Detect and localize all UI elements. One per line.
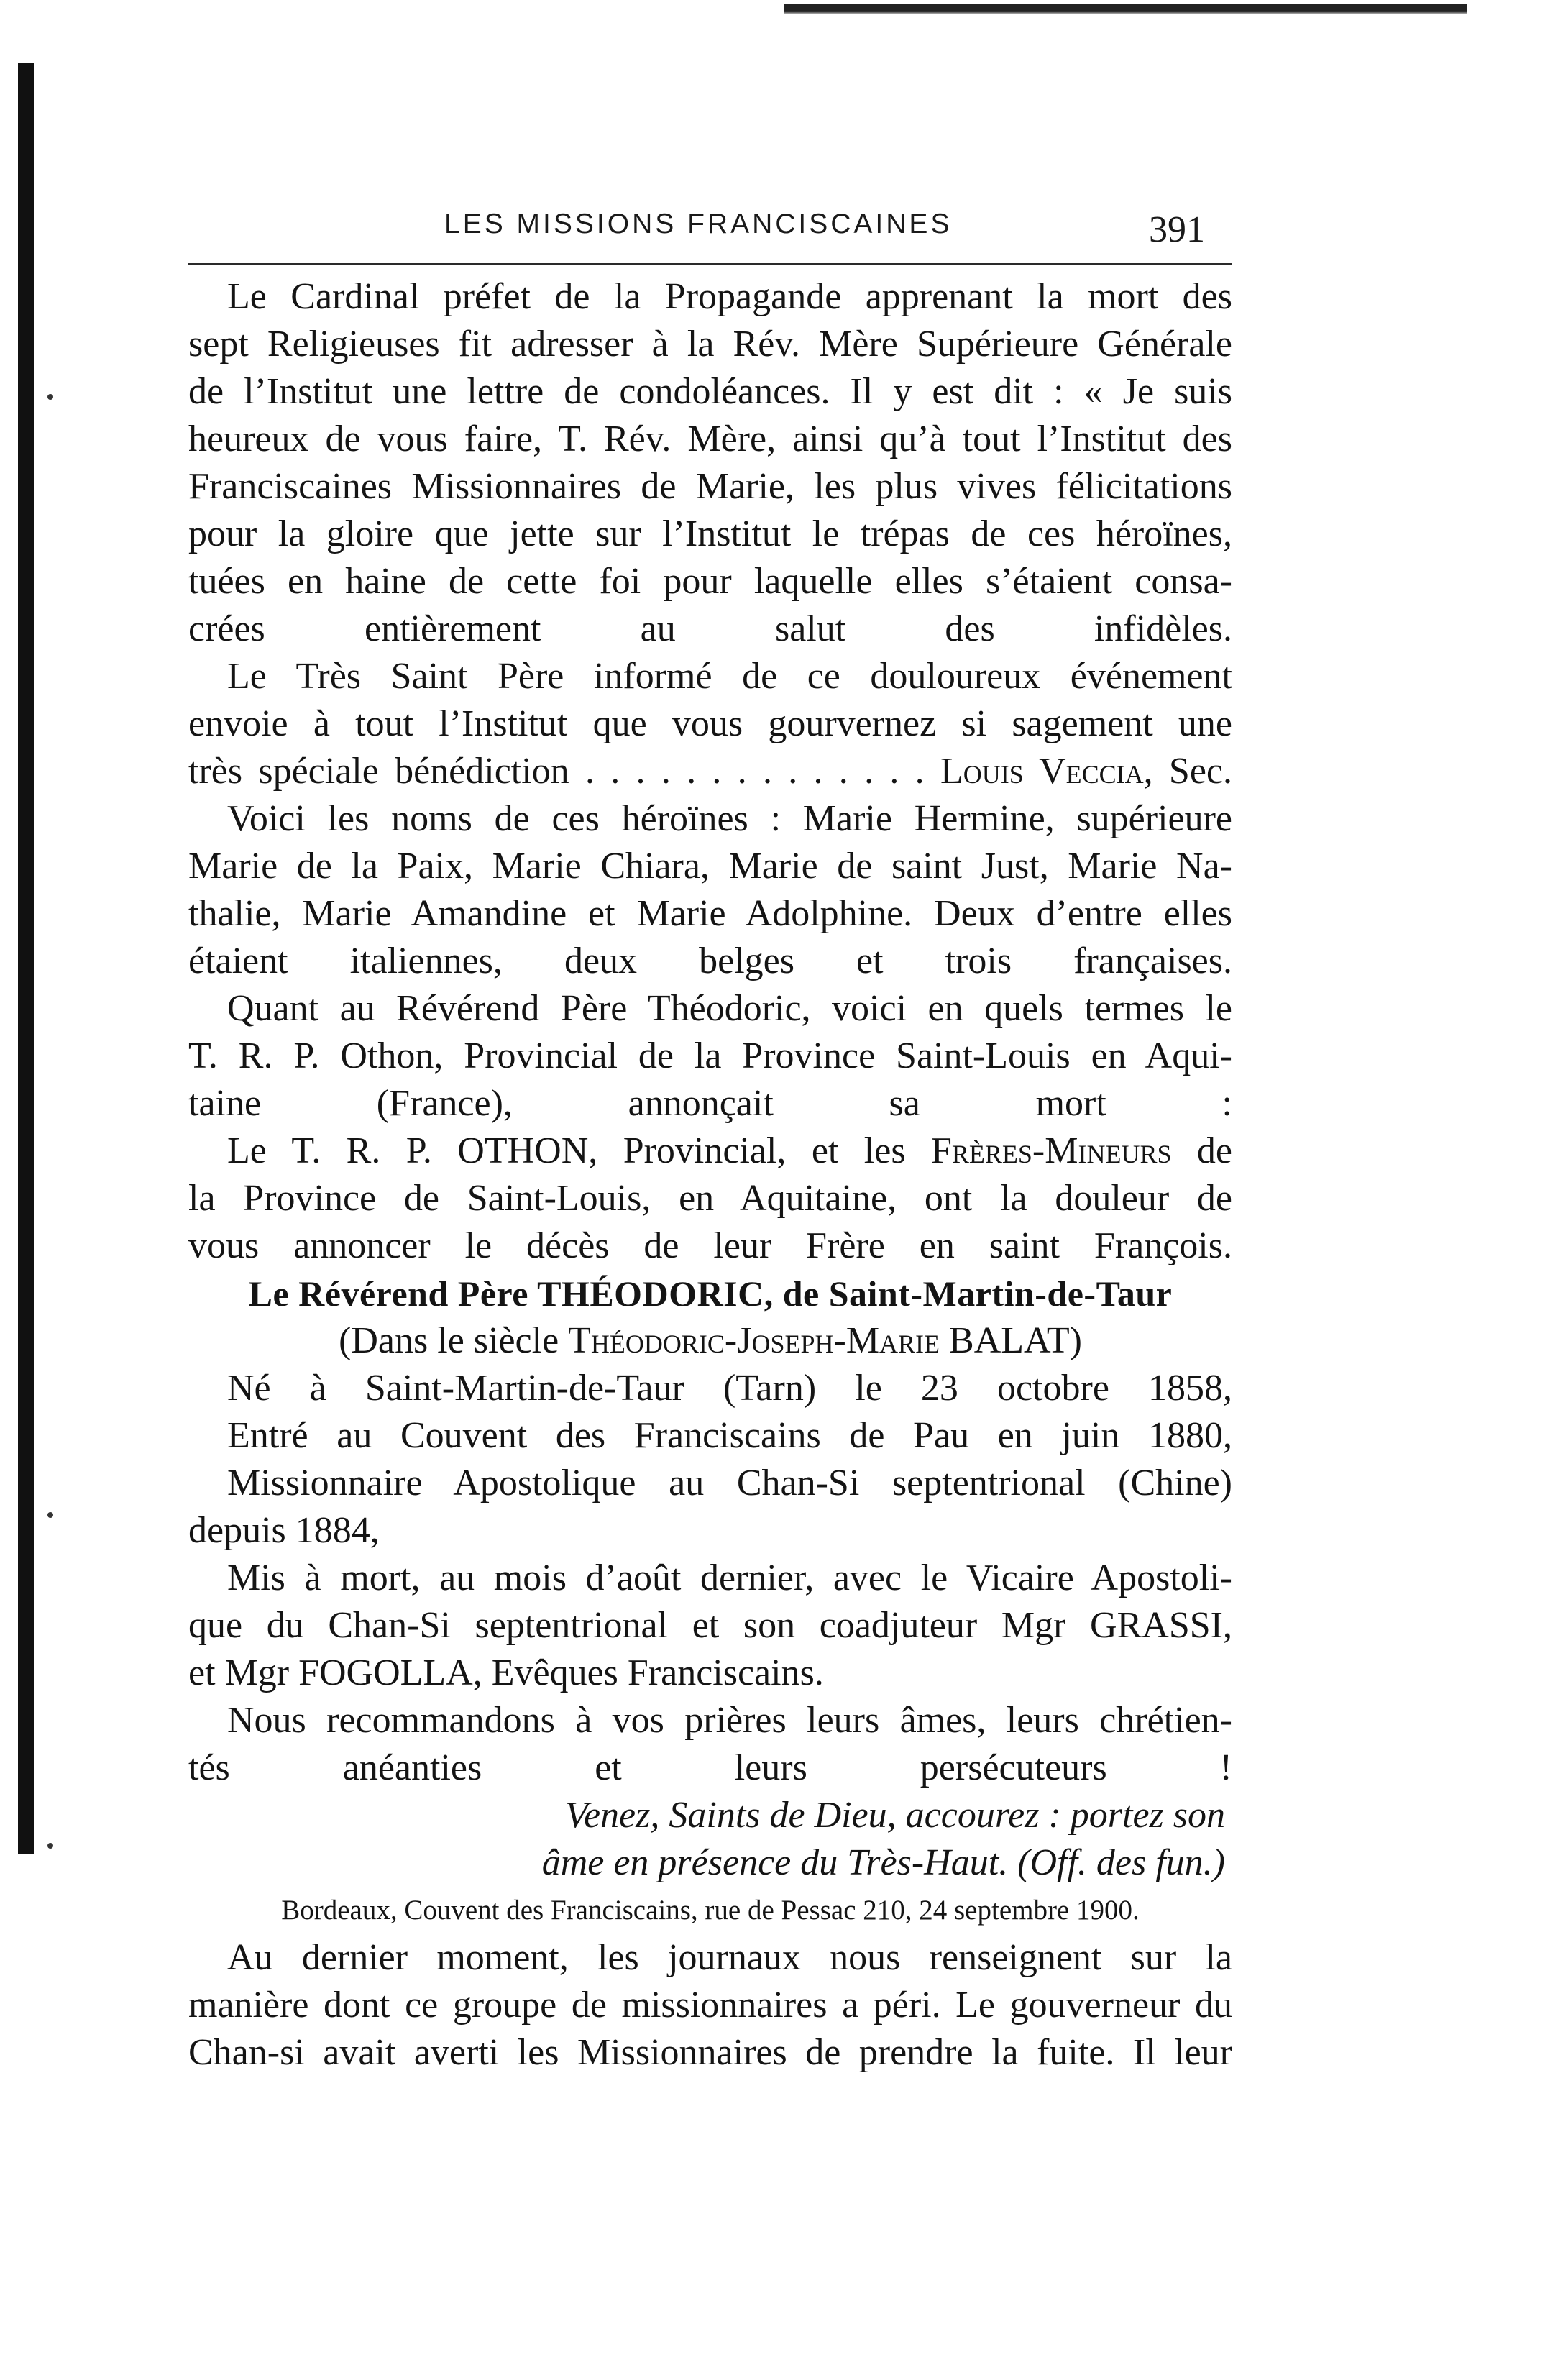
line-suffix: de	[1171, 1130, 1232, 1171]
paragraph-last-moment	[188, 1934, 1232, 2077]
line: Venez, Saints de Dieu, accourez : portez son	[564, 1795, 1225, 1836]
line: âme en présence du Très-Haut. (Off. des fun.)	[541, 1842, 1225, 1883]
secular-name: Théodoric-Joseph-Marie	[568, 1320, 940, 1361]
running-title: LES MISSIONS FRANCISCAINES	[444, 209, 953, 239]
line-prefix: Le T. R. P. OTHON, Provincial, et les	[227, 1130, 931, 1171]
signature-name: Louis Veccia	[940, 751, 1144, 792]
signature-suffix: , Sec.	[1143, 751, 1232, 792]
bio-death: Mis à mort, au mois d’août dernier, avec le Vicaire Apostoli-	[227, 1557, 1232, 1598]
imprint-line: Bordeaux, Couvent des Franciscains, rue de Pessac 210, 24 septembre 1900.	[281, 1895, 1140, 1926]
bio-death-cont: que du Chan-Si septentrional et son coadjuteur Mgr GRASSI,	[188, 1605, 1232, 1646]
line: très spéciale bénédiction	[188, 751, 569, 792]
paragraph-prayers	[188, 1697, 1232, 1792]
line: Le Cardinal préfet de la Propagande apprenant la mort des	[227, 276, 1232, 317]
paragraph-holy-father	[188, 653, 1232, 795]
line: tuées en haine de cette foi pour laquelle elles s’étaient consa-	[188, 561, 1232, 602]
line: pour la gloire que jette sur l’Institut le trépas de ces héroïnes,	[188, 513, 1232, 554]
line: envoie à tout l’Institut que vous gourvernez si sagement une	[188, 703, 1232, 744]
header-rule	[188, 263, 1232, 265]
bio-mission-since: depuis 1884,	[188, 1510, 380, 1551]
paragraph-cardinal-letter	[188, 273, 1232, 653]
line: Le Très Saint Père informé de ce douloureux événement	[227, 656, 1232, 697]
line: Au dernier moment, les journaux nous renseignent sur la	[227, 1937, 1232, 1978]
order-name: Frères-Mineurs	[930, 1130, 1172, 1171]
line: T. R. P. Othon, Provincial de la Province Saint-Louis en Aqui-	[188, 1035, 1232, 1076]
line: Franciscaines Missionnaires de Marie, les plus vives félicitations	[188, 466, 1232, 507]
line: crées entièrement au salut des infidèles.	[188, 608, 1232, 649]
line: tés anéanties et leurs persécuteurs !	[188, 1747, 1232, 1788]
obituary-subheading	[188, 1317, 1232, 1365]
line: Chan-si avait averti les Missionnaires de prendre la fuite. Il leur	[188, 2032, 1232, 2073]
paragraph-heroines-names	[188, 795, 1232, 985]
line: Voici les noms de ces héroïnes : Marie Hermine, supérieure	[227, 798, 1232, 839]
line: Marie de la Paix, Marie Chiara, Marie de saint Just, Marie Na-	[188, 846, 1232, 887]
bio-birth: Né à Saint-Martin-de-Taur (Tarn) le 23 octobre 1858,	[227, 1368, 1232, 1409]
line: étaient italiennes, deux belges et trois françaises.	[188, 940, 1232, 981]
bio-mission: Missionnaire Apostolique au Chan-Si septentrional (Chine)	[227, 1463, 1232, 1503]
subheading-open: (Dans le siècle	[339, 1320, 569, 1361]
line: la Province de Saint-Louis, en Aquitaine, ont la douleur de	[188, 1178, 1232, 1219]
line: taine (France), annonçait sa mort :	[188, 1083, 1232, 1124]
bio-death-end: et Mgr FOGOLLA, Evêques Franciscains.	[188, 1652, 824, 1693]
body-text	[188, 273, 1232, 2077]
line: heureux de vous faire, T. Rév. Mère, ainsi qu’à tout l’Institut des	[188, 418, 1232, 459]
line: thalie, Marie Amandine et Marie Adolphine. Deux d’entre elles	[188, 893, 1232, 934]
subheading-close: BALAT)	[940, 1320, 1082, 1361]
leader-dots: . . . . . . . . . . . . . .	[569, 751, 940, 792]
page-number: 391	[1149, 209, 1205, 250]
line: de l’Institut une lettre de condoléances. Il y est dit : « Je suis	[188, 371, 1232, 412]
line: manière dont ce groupe de missionnaires a péri. Le gouverneur du	[188, 1985, 1232, 2026]
paragraph-theodoric-intro	[188, 985, 1232, 1127]
bio-entry: Entré au Couvent des Franciscains de Pau en juin 1880,	[227, 1415, 1232, 1456]
line: Quant au Révérend Père Théodoric, voici en quels termes le	[227, 988, 1232, 1029]
liturgical-quote	[188, 1792, 1232, 1887]
line: sept Religieuses fit adresser à la Rév. Mère Supérieure Générale	[188, 324, 1232, 365]
obituary-heading: Le Révérend Père THÉODORIC, de Saint-Martin-de-Taur	[248, 1273, 1173, 1314]
paragraph-announcement	[188, 1127, 1232, 1270]
line: Nous recommandons à vos prières leurs âmes, leurs chrétien-	[227, 1700, 1232, 1741]
line: vous annoncer le décès de leur Frère en saint François.	[188, 1225, 1232, 1266]
